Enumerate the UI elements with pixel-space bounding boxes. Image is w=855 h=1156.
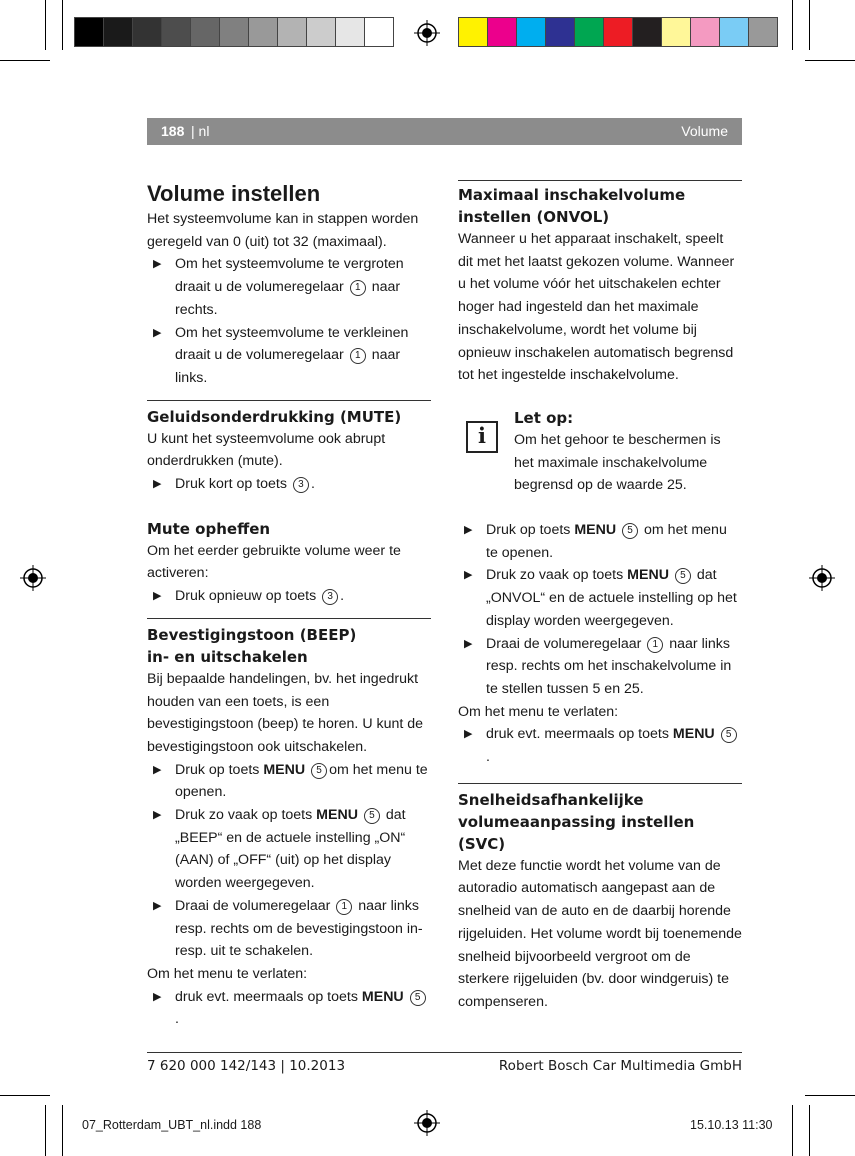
arrow-bullet-icon: ▶ (153, 809, 162, 822)
body-text: Om het eerder gebruikte volume weer te activeren: (147, 542, 401, 582)
color-swatch (748, 17, 778, 47)
arrow-bullet-icon: ▶ (153, 763, 162, 776)
arrow-bullet-icon: ▶ (153, 990, 162, 1003)
body-text: Wanneer u het apparaat inschakelt, speelt dit met het laatst gekozen volume. Wanneer u het volume vóór het uitschakelen echter hoger had ingesteld dan het maximale inschakelvolume, wordt het volume bij opnieuw inschakelen automatisch begrensd tot het ingestelde inschakelvolume. (458, 231, 735, 384)
body-text: Om het menu te verlaten: (147, 965, 308, 982)
control-number-badge: 3 (293, 477, 309, 493)
list-item: ▶ Om het systeemvolume te vergroten draait u de volumeregelaar 1 naar rechts. (147, 253, 431, 321)
crop-mark (809, 0, 810, 50)
crop-mark (792, 0, 793, 50)
body-text: Met deze functie wordt het volume van de autoradio automatisch aangepast aan de snelheid van de auto en de daarbij horende rijgeluiden. Het volume wordt bij toenemende snelheid bijvoorbeeld vergroot om de sterkere rijgeluiden (bv. door windgeruis) te compenseren. (458, 857, 742, 1010)
color-swatch (74, 17, 104, 47)
color-swatch (219, 17, 249, 47)
color-swatch (161, 17, 191, 47)
color-swatch (632, 17, 662, 47)
control-number-badge: 1 (350, 280, 366, 296)
registration-mark-icon (20, 565, 46, 591)
arrow-bullet-icon: ▶ (153, 590, 162, 603)
list-item: ▶ Druk op toets MENU 5 om het menu te openen. (147, 759, 431, 804)
control-number-badge: 5 (364, 808, 380, 824)
color-swatch (661, 17, 691, 47)
crop-mark (809, 1105, 810, 1156)
document-number: 7 620 000 142/143 | 10.2013 (147, 1058, 346, 1074)
section-divider (147, 400, 431, 428)
list-item: ▶ Druk op toets MENU 5 om het menu te openen. (458, 519, 742, 564)
section-heading: Bevestigingstoon (BEEP) in- en uitschakelen (147, 625, 357, 666)
page-title: Volume instellen (147, 181, 321, 206)
arrow-bullet-icon: ▶ (464, 728, 473, 741)
control-number-badge: 5 (410, 990, 426, 1006)
body-text: Om het menu te verlaten: (458, 703, 619, 720)
section-heading: Geluidsonderdrukking (MUTE) (147, 407, 402, 426)
control-number-badge: 5 (721, 727, 737, 743)
crop-mark (0, 60, 50, 61)
color-swatch (458, 17, 488, 47)
color-swatch (103, 17, 133, 47)
color-swatch (306, 17, 336, 47)
color-swatch (690, 17, 720, 47)
section-divider (147, 618, 431, 668)
control-number-badge: 1 (350, 348, 366, 364)
registration-mark-icon (809, 565, 835, 591)
language-code: | nl (191, 123, 210, 139)
arrow-bullet-icon: ▶ (464, 524, 473, 537)
crop-mark (62, 0, 63, 50)
color-swatch (545, 17, 575, 47)
footer-divider (147, 1052, 742, 1053)
crop-mark (45, 0, 46, 50)
list-item: ▶ Draai de volumeregelaar 1 naar links resp. rechts om de bevestigingstoon in- resp. uit te schakelen. (147, 895, 431, 963)
crop-mark (0, 1095, 50, 1096)
color-swatch (132, 17, 162, 47)
section-heading: Mute opheffen (147, 519, 271, 538)
page-number: 188 (161, 123, 185, 139)
list-item: ▶ Druk kort op toets 3 . (147, 473, 431, 496)
section-heading: Maximaal inschakelvolume instellen (ONVOL) (458, 186, 686, 226)
info-icon: i (466, 421, 498, 453)
right-column (458, 180, 742, 1014)
list-item: ▶ druk evt. meermaals op toets MENU 5. (147, 986, 431, 1031)
note-title: Let op: (514, 408, 574, 427)
registration-mark-icon (414, 20, 440, 46)
crop-mark (792, 1105, 793, 1156)
color-swatch (487, 17, 517, 47)
color-swatch (364, 17, 394, 47)
control-number-badge: 1 (647, 637, 663, 653)
list-item: ▶ Om het systeemvolume te verkleinen draait u de volumeregelaar 1 naar links. (147, 322, 431, 390)
control-number-badge: 5 (311, 763, 327, 779)
crop-mark (62, 1105, 63, 1156)
body-text: Bij bepaalde handelingen, bv. het ingedrukt houden van een toets, is een bevestigingstoon (beep) te horen. U kunt de bevestigingstoon ook uitschakelen. (147, 670, 424, 755)
section-divider (458, 180, 742, 228)
body-text: U kunt het systeemvolume ook abrupt onderdrukken (mute). (147, 430, 386, 470)
list-item: ▶ Druk zo vaak op toets MENU 5 dat „ONVOL“ en de actuele instelling op het display worden weergegeven. (458, 564, 742, 632)
note-text: Om het gehoor te beschermen is het maximale inschakelvolume begrensd op de waarde 25. (514, 431, 721, 494)
intro-text: Het systeemvolume kan in stappen worden geregeld van 0 (uit) tot 32 (maximaal). (147, 211, 419, 250)
publisher: Robert Bosch Car Multimedia GmbH (498, 1058, 742, 1074)
color-swatch (574, 17, 604, 47)
left-column (147, 180, 431, 1031)
list-item: ▶ druk evt. meermaals op toets MENU 5. (458, 723, 742, 768)
color-swatch (516, 17, 546, 47)
arrow-bullet-icon: ▶ (153, 326, 162, 339)
arrow-bullet-icon: ▶ (464, 569, 473, 582)
control-number-badge: 1 (336, 899, 352, 915)
arrow-bullet-icon: ▶ (153, 478, 162, 491)
section-title: Volume (681, 123, 728, 139)
control-number-badge: 3 (322, 589, 338, 605)
arrow-bullet-icon: ▶ (153, 899, 162, 912)
slug-date: 15.10.13 11:30 (690, 1118, 773, 1132)
crop-mark (45, 1105, 46, 1156)
arrow-bullet-icon: ▶ (464, 637, 473, 650)
list-item: ▶ Druk zo vaak op toets MENU 5 dat „BEEP“ en de actuele instelling „ON“ (AAN) of „OFF“ (uit) op het display worden weergegeven. (147, 804, 431, 895)
list-item: ▶ Druk opnieuw op toets 3 . (147, 585, 431, 608)
note-box (458, 407, 742, 497)
control-number-badge: 5 (675, 568, 691, 584)
color-swatch (248, 17, 278, 47)
arrow-bullet-icon: ▶ (153, 258, 162, 271)
registration-mark-icon (414, 1110, 440, 1136)
color-swatch (335, 17, 365, 47)
color-swatch (277, 17, 307, 47)
list-item: ▶ Draai de volumeregelaar 1 naar links resp. rechts om het inschakelvolume in te stellen tussen 5 en 25. (458, 633, 742, 701)
section-heading: Snelheidsafhankelijke volumeaanpassing instellen (SVC) (458, 790, 695, 853)
page-header (147, 118, 742, 145)
crop-mark (805, 1095, 855, 1096)
color-swatch (719, 17, 749, 47)
section-divider (458, 783, 742, 855)
color-swatch (603, 17, 633, 47)
control-number-badge: 5 (622, 523, 638, 539)
crop-mark (805, 60, 855, 61)
slug-filename: 07_Rotterdam_UBT_nl.indd 188 (82, 1118, 262, 1132)
color-swatch (190, 17, 220, 47)
